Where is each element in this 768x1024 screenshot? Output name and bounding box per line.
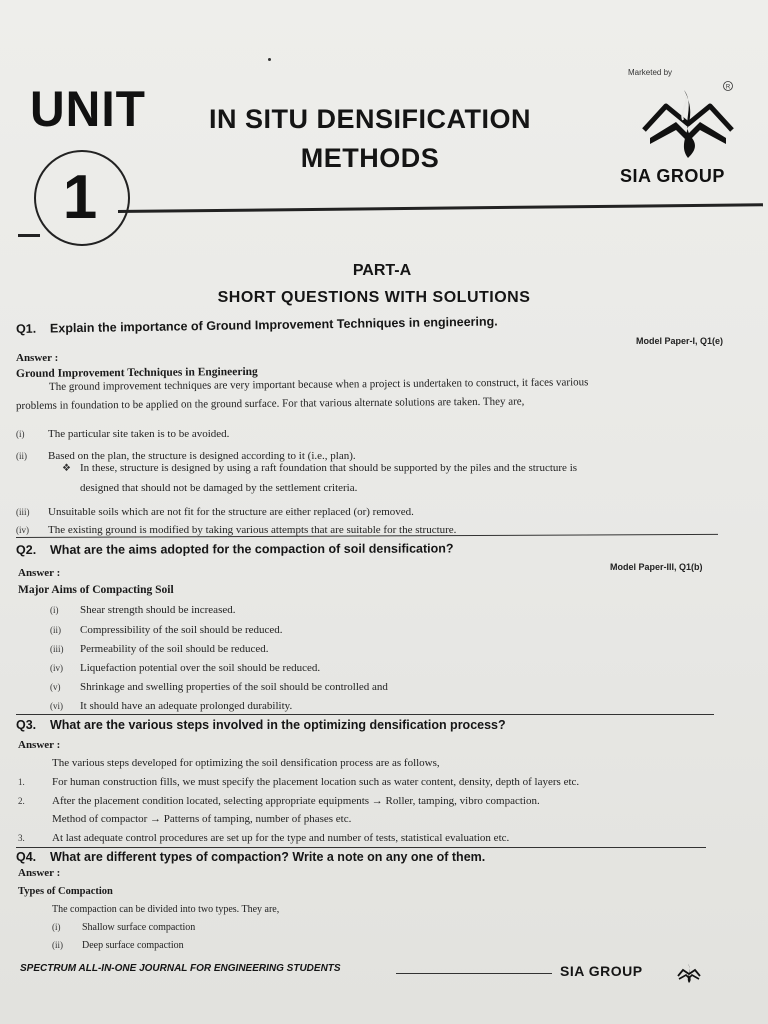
list-item [52,922,195,933]
question-text: What are the aims adopted for the compaction of soil densification? [49,541,454,557]
part-label: PART-A [352,262,412,279]
unit-number: 1 [62,163,98,232]
marketed-by-label: Marketed by [628,68,673,77]
section-divider [16,714,714,715]
list-marker: (ii) [50,625,61,635]
section-divider [16,847,706,848]
list-text: Liquefaction potential over the soil should be reduced. [80,662,321,674]
question-q1 [16,314,498,336]
list-marker: (ii) [16,451,27,461]
question-number: Q4. [16,850,37,864]
unit-label: UNIT [30,81,146,138]
step-marker: 3. [18,833,25,843]
header-rule-left [18,234,40,237]
registered-mark: R [725,84,731,91]
step-marker: 1. [18,777,25,787]
question-q4 [16,850,485,864]
model-paper-ref: Model Paper-III, Q1(b) [610,562,703,572]
list-marker: (i) [50,605,59,615]
list-text: Deep surface compaction [82,940,184,951]
step-text: After the placement condition located, selecting appropriate equipments → Roller, tamping, vibro compaction. [52,795,540,807]
list-marker: (ii) [52,940,63,950]
step-item [18,776,579,788]
list-item [50,624,283,636]
question-text: What are the various steps involved in the optimizing densification process? [50,718,506,732]
answer-label: Answer : [16,352,59,364]
step-text: Method of compactor → Patterns of tamping, number of phases etc. [52,813,352,825]
bullet-text-cont: designed that should not be damaged by the settlement criteria. [80,482,358,494]
answer-paragraph-line: The various steps developed for optimizing the soil densification process are as follows, [52,757,440,769]
list-text: Shrinkage and swelling properties of the soil should be controlled and [80,681,388,693]
bullet-text: In these, structure is designed by using a raft foundation that should be supported by the piles and the structure is [80,462,578,474]
list-item [16,450,356,462]
question-number: Q1. [15,321,37,336]
step-text: At last adequate control procedures are set up for the type and number of tests, statistical evaluation etc. [52,832,510,844]
question-text: What are different types of compaction? Write a note on any one of them. [50,850,486,864]
list-marker: (i) [16,429,25,439]
list-marker: (i) [52,922,61,932]
sia-book-logo-small-icon [676,962,702,984]
step-text: For human construction fills, we must specify the placement location such as water content, density, depth of layers etc. [52,776,580,788]
chapter-title-line2: METHODS [300,143,440,173]
list-text: The particular site taken is to be avoided. [48,428,230,440]
answer-paragraph-line: The ground improvement techniques are very important because when a project is undertaken to construct, it faces various [48,376,589,393]
answer-paragraph-line: problems in foundation to be applied on the ground surface. For that various alternate solutions are taken. They are, [15,395,525,412]
bullet-item [62,462,577,474]
list-item [50,604,235,616]
list-item [50,662,320,674]
answer-subheading: Types of Compaction [18,886,113,897]
answer-label: Answer : [18,567,61,579]
list-text: Permeability of the soil should be reduced. [80,643,269,655]
list-marker: (iii) [16,507,30,517]
footer-rule [396,973,552,974]
list-item [50,681,388,693]
step-marker: 2. [18,796,25,806]
list-item [16,428,229,440]
question-q2 [16,541,454,557]
list-marker: (iv) [50,663,63,673]
list-item [16,506,414,518]
part-subtitle: SHORT QUESTIONS WITH SOLUTIONS [217,289,531,306]
list-text: Shallow surface compaction [82,922,196,933]
answer-subheading: Ground Improvement Techniques in Engineering [15,365,258,380]
list-item [50,700,292,712]
list-text: It should have an adequate prolonged durability. [80,700,293,712]
sia-book-logo-icon [636,80,740,160]
question-number: Q2. [15,542,37,557]
list-item [50,643,268,655]
print-speck [268,58,271,61]
answer-subheading: Major Aims of Compacting Soil [18,584,174,596]
list-text: Unsuitable soils which are not fit for the structure are either replaced (or) removed. [48,506,414,518]
list-marker: (iii) [50,644,64,654]
footer-journal-title: SPECTRUM ALL-IN-ONE JOURNAL FOR ENGINEERING STUDENTS [20,963,341,974]
list-text: Based on the plan, the structure is designed according to it (i.e., plan). [48,450,356,462]
list-text: The existing ground is modified by taking various attempts that are suitable for the structure. [48,524,457,536]
answer-label: Answer : [18,867,61,879]
list-marker: (iv) [16,525,29,535]
model-paper-ref: Model Paper-I, Q1(e) [636,336,724,346]
list-item [16,524,456,536]
step-item [18,832,509,844]
chapter-title-line1: IN SITU DENSIFICATION [208,104,531,134]
question-text: Explain the importance of Ground Improvement Techniques in engineering. [49,314,498,336]
list-marker: (v) [50,682,61,692]
list-text: Shear strength should be increased. [80,604,236,616]
brand-name: SIA GROUP [620,166,725,186]
answer-paragraph-line: The compaction can be divided into two types. They are, [52,904,280,915]
list-item [52,940,184,951]
header-rule [118,203,763,213]
footer-brand: SIA GROUP [560,963,643,979]
list-text: Compressibility of the soil should be reduced. [80,624,283,636]
diamond-bullet-icon: ❖ [62,463,71,474]
step-item [18,813,351,825]
step-item [18,795,540,807]
question-number: Q3. [16,718,37,732]
list-marker: (vi) [50,701,63,711]
question-q3 [16,718,506,732]
answer-label: Answer : [18,739,61,751]
